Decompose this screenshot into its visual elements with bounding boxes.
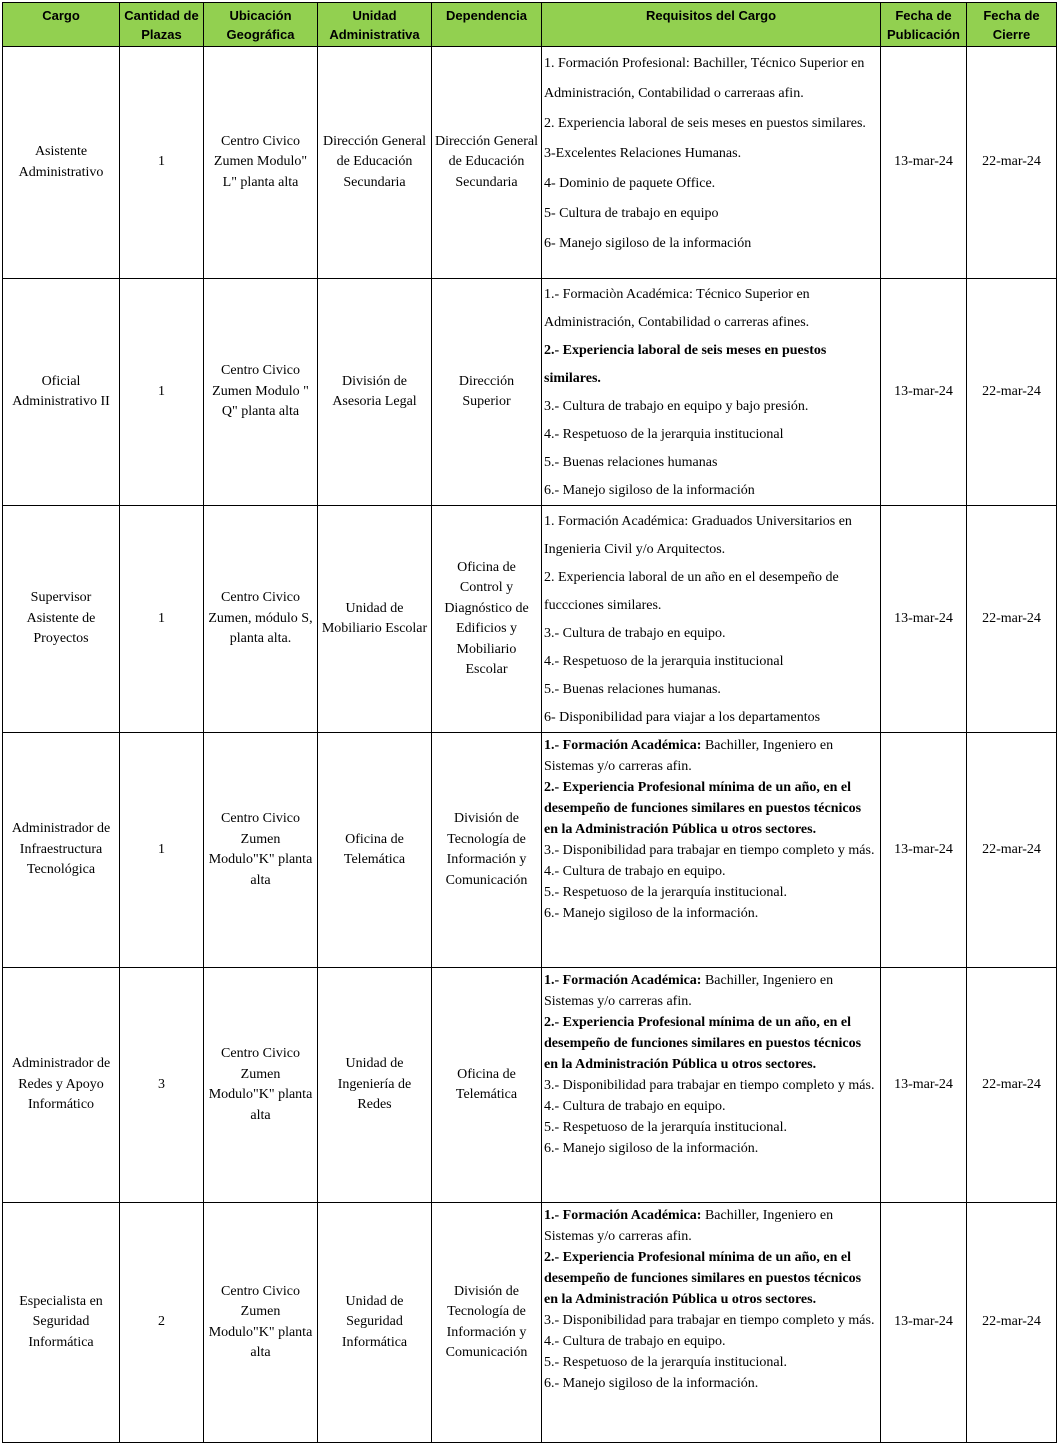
requirement-item: 5.- Respetuoso de la jerarquía institucional. bbox=[544, 1120, 787, 1135]
cell-plazas: 1 bbox=[120, 279, 204, 506]
cell-plazas: 1 bbox=[120, 47, 204, 279]
requirement-item: 6.- Manejo sigiloso de la información. bbox=[544, 906, 759, 921]
requirement-item: 3.- Cultura de trabajo en equipo y bajo presión. bbox=[544, 399, 809, 414]
requirement-item: 2.- Experiencia Profesional mínima de un año, en el desempeño de funciones similares en puestos técnicos en la Administración Pública u otros sectores. bbox=[544, 780, 862, 837]
cell-dependencia: Oficina de Control y Diagnóstico de Edificios y Mobiliario Escolar bbox=[432, 506, 542, 733]
requirement-item: 5.- Buenas relaciones humanas bbox=[544, 455, 718, 470]
requirement-item: 6- Manejo sigiloso de la información bbox=[544, 236, 752, 251]
cell-plazas: 3 bbox=[120, 968, 204, 1203]
cell-dependencia: Dirección Superior bbox=[432, 279, 542, 506]
cell-fecha-cierre: 22-mar-24 bbox=[967, 279, 1057, 506]
table-header-row bbox=[3, 3, 1057, 47]
requirement-item: 6.- Manejo sigiloso de la información. bbox=[544, 1376, 759, 1391]
cell-fecha-publicacion: 13-mar-24 bbox=[881, 506, 967, 733]
cell-unidad: Dirección General de Educación Secundaria bbox=[318, 47, 432, 279]
cell-fecha-cierre: 22-mar-24 bbox=[967, 506, 1057, 733]
cell-cargo: Supervisor Asistente de Proyectos bbox=[3, 506, 120, 733]
requirement-label: 1.- Formación Académica: bbox=[544, 738, 702, 753]
cell-ubicacion: Centro Civico Zumen Modulo"K" planta alta bbox=[204, 733, 318, 968]
header-fecha-publicacion: Fecha de Publicación bbox=[881, 3, 967, 47]
cell-cargo: Asistente Administrativo bbox=[3, 47, 120, 279]
cell-unidad: División de Asesoria Legal bbox=[318, 279, 432, 506]
cell-plazas: 2 bbox=[120, 1203, 204, 1443]
cell-requisitos bbox=[542, 506, 881, 733]
cell-requisitos bbox=[542, 733, 881, 968]
requirement-item: 3.- Disponibilidad para trabajar en tiempo completo y más. bbox=[544, 843, 875, 858]
requirement-item: 4.- Cultura de trabajo en equipo. bbox=[544, 1334, 726, 1349]
header-cantidad-plazas: Cantidad de Plazas bbox=[120, 3, 204, 47]
requirement-item: 3.- Disponibilidad para trabajar en tiempo completo y más. bbox=[544, 1078, 875, 1093]
cell-fecha-publicacion: 13-mar-24 bbox=[881, 1203, 967, 1443]
requirement-item bbox=[544, 1205, 878, 1247]
cell-fecha-publicacion: 13-mar-24 bbox=[881, 733, 967, 968]
requirement-item: 2.- Experiencia laboral de seis meses en puestos similares. bbox=[544, 343, 827, 386]
requirement-item: 2. Experiencia laboral de un año en el desempeño de fuccciones similares. bbox=[544, 570, 839, 613]
cell-ubicacion: Centro Civico Zumen, módulo S, planta alta. bbox=[204, 506, 318, 733]
requirement-item: 2.- Experiencia Profesional mínima de un año, en el desempeño de funciones similares en puestos técnicos en la Administración Pública u otros sectores. bbox=[544, 1250, 862, 1307]
table-row bbox=[3, 968, 1057, 1203]
cell-requisitos bbox=[542, 279, 881, 506]
cell-fecha-cierre: 22-mar-24 bbox=[967, 733, 1057, 968]
requirement-item: 1.- Formaciòn Académica: Técnico Superior en Administración, Contabilidad o carreras afines. bbox=[544, 287, 810, 330]
cell-ubicacion: Centro Civico Zumen Modulo"K" planta alta bbox=[204, 1203, 318, 1443]
cell-plazas: 1 bbox=[120, 506, 204, 733]
requirement-text: Bachiller, Ingeniero en Sistemas y/o carreras afin. bbox=[544, 738, 834, 774]
job-postings-table bbox=[2, 2, 1057, 1443]
cell-requisitos bbox=[542, 1203, 881, 1443]
cell-dependencia: División de Tecnología de Información y Comunicación bbox=[432, 1203, 542, 1443]
requirement-item: 5.- Respetuoso de la jerarquía institucional. bbox=[544, 1355, 787, 1370]
table-row bbox=[3, 279, 1057, 506]
requirement-item: 3-Excelentes Relaciones Humanas. bbox=[544, 146, 742, 161]
requirement-item: 4.- Respetuoso de la jerarquia institucional bbox=[544, 427, 784, 442]
requirement-item: 5.- Respetuoso de la jerarquía institucional. bbox=[544, 885, 787, 900]
cell-requisitos bbox=[542, 968, 881, 1203]
requirement-item: 4.- Cultura de trabajo en equipo. bbox=[544, 1099, 726, 1114]
requirement-item: 4.- Respetuoso de la jerarquia institucional bbox=[544, 654, 784, 669]
cell-fecha-publicacion: 13-mar-24 bbox=[881, 968, 967, 1203]
table-row bbox=[3, 733, 1057, 968]
requirement-item: 6.- Manejo sigiloso de la información bbox=[544, 483, 755, 498]
cell-cargo: Oficial Administrativo II bbox=[3, 279, 120, 506]
cell-unidad: Unidad de Seguridad Informática bbox=[318, 1203, 432, 1443]
requirement-text: Bachiller, Ingeniero en Sistemas y/o carreras afin. bbox=[544, 973, 834, 1009]
cell-fecha-cierre: 22-mar-24 bbox=[967, 1203, 1057, 1443]
header-cargo: Cargo bbox=[3, 3, 120, 47]
cell-fecha-cierre: 22-mar-24 bbox=[967, 47, 1057, 279]
requirement-item: 3.- Cultura de trabajo en equipo. bbox=[544, 626, 726, 641]
header-unidad-administrativa: Unidad Administrativa bbox=[318, 3, 432, 47]
cell-ubicacion: Centro Civico Zumen Modulo"K" planta alta bbox=[204, 968, 318, 1203]
cell-unidad: Oficina de Telemática bbox=[318, 733, 432, 968]
requirement-item: 5.- Buenas relaciones humanas. bbox=[544, 682, 721, 697]
requirement-label: 1.- Formación Académica: bbox=[544, 973, 702, 988]
cell-fecha-publicacion: 13-mar-24 bbox=[881, 47, 967, 279]
requirement-item: 1. Formación Profesional: Bachiller, Técnico Superior en Administración, Contabilidad o carreraas afin. bbox=[544, 56, 865, 101]
header-dependencia: Dependencia bbox=[432, 3, 542, 47]
requirement-label: 1.- Formación Académica: bbox=[544, 1208, 702, 1223]
cell-dependencia: Oficina de Telemática bbox=[432, 968, 542, 1203]
cell-unidad: Unidad de Ingeniería de Redes bbox=[318, 968, 432, 1203]
requirement-item: 1. Formación Académica: Graduados Universitarios en Ingenieria Civil y/o Arquitectos. bbox=[544, 514, 852, 557]
cell-cargo: Administrador de Infraestructura Tecnológica bbox=[3, 733, 120, 968]
requirement-item bbox=[544, 735, 878, 777]
header-requisitos: Requisitos del Cargo bbox=[542, 3, 881, 47]
cell-dependencia: Dirección General de Educación Secundaria bbox=[432, 47, 542, 279]
requirement-item: 5- Cultura de trabajo en equipo bbox=[544, 206, 719, 221]
cell-requisitos bbox=[542, 47, 881, 279]
header-ubicacion: Ubicación Geográfica bbox=[204, 3, 318, 47]
table-row bbox=[3, 1203, 1057, 1443]
requirement-item: 6- Disponibilidad para viajar a los departamentos bbox=[544, 710, 821, 725]
requirement-item: 2.- Experiencia Profesional mínima de un año, en el desempeño de funciones similares en puestos técnicos en la Administración Pública u otros sectores. bbox=[544, 1015, 862, 1072]
header-fecha-cierre: Fecha de Cierre bbox=[967, 3, 1057, 47]
table-row bbox=[3, 506, 1057, 733]
cell-ubicacion: Centro Civico Zumen Modulo " Q" planta alta bbox=[204, 279, 318, 506]
cell-fecha-publicacion: 13-mar-24 bbox=[881, 279, 967, 506]
cell-fecha-cierre: 22-mar-24 bbox=[967, 968, 1057, 1203]
cell-ubicacion: Centro Civico Zumen Modulo" L" planta alta bbox=[204, 47, 318, 279]
cell-cargo: Especialista en Seguridad Informática bbox=[3, 1203, 120, 1443]
requirement-item: 6.- Manejo sigiloso de la información. bbox=[544, 1141, 759, 1156]
requirement-item: 4.- Cultura de trabajo en equipo. bbox=[544, 864, 726, 879]
cell-dependencia: División de Tecnología de Información y Comunicación bbox=[432, 733, 542, 968]
requirement-text: Bachiller, Ingeniero en Sistemas y/o carreras afin. bbox=[544, 1208, 834, 1244]
requirement-item bbox=[544, 970, 878, 1012]
cell-plazas: 1 bbox=[120, 733, 204, 968]
requirement-item: 2. Experiencia laboral de seis meses en puestos similares. bbox=[544, 116, 866, 131]
cell-cargo: Administrador de Redes y Apoyo Informático bbox=[3, 968, 120, 1203]
table-row bbox=[3, 47, 1057, 279]
requirement-item: 3.- Disponibilidad para trabajar en tiempo completo y más. bbox=[544, 1313, 875, 1328]
cell-unidad: Unidad de Mobiliario Escolar bbox=[318, 506, 432, 733]
requirement-item: 4- Dominio de paquete Office. bbox=[544, 176, 716, 191]
